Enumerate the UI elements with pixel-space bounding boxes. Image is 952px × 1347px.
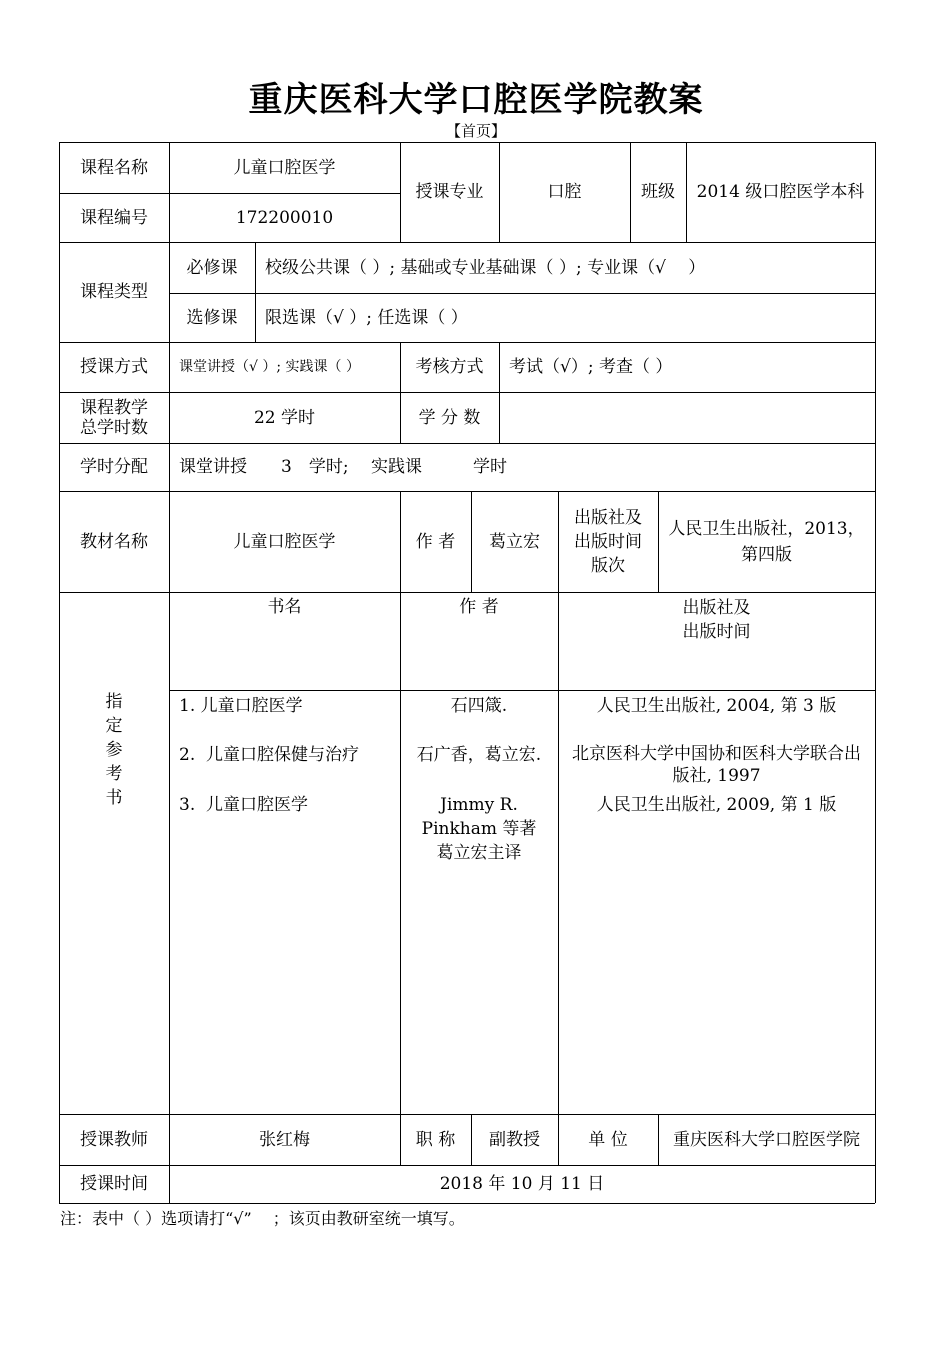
value-teach-time: 2018 年 10 月 11 日 [439,1174,605,1194]
ref-2-name: 2. 儿童口腔保健与治疗 [179,745,360,765]
ref-1-name: 1. 儿童口腔医学 [179,696,303,716]
label-title-rank: 职 称 [415,1129,456,1150]
label-course-type: 课程类型 [80,282,148,302]
value-required-detail: 校级公共课（ ）; 基础或专业基础课（ ）; 专业课（√ ） [265,257,706,278]
ref-3-publisher: 人民卫生出版社, 2009, 第 1 版 [596,795,837,815]
label-teaching-method: 授课方式 [80,357,148,377]
value-textbook: 儿童口腔医学 [233,531,336,552]
value-credits [499,392,875,443]
label-hour-dist: 学时分配 [80,457,148,477]
ref-3-name: 3. 儿童口腔医学 [179,795,309,815]
ref-header-name: 书名 [267,597,302,617]
label-class: 班级 [641,182,675,202]
label-ref-books: 指 定 参 考 书 [105,692,123,808]
document-title: 重庆医科大学口腔医学院教案 [248,80,704,120]
label-major: 授课专业 [415,182,484,202]
ref-1-publisher: 人民卫生出版社, 2004, 第 3 版 [596,696,837,716]
value-elective-detail: 限选课（√ ）; 任选课（ ） [265,307,468,328]
ref-header-author: 作 者 [459,597,499,617]
label-course-name: 课程名称 [80,157,148,178]
label-teacher: 授课教师 [80,1129,148,1150]
label-textbook: 教材名称 [80,531,148,552]
label-total-hours: 课程教学 总学时数 [80,397,148,438]
label-course-code: 课程编号 [80,207,148,228]
value-major: 口腔 [547,182,582,202]
label-unit: 单 位 [588,1129,628,1150]
ref-1-author: 石四箴. [450,696,508,716]
label-elective: 选修课 [186,307,238,328]
value-class: 2014 级口腔医学本科 [696,182,865,202]
value-teaching-method: 课堂讲授（√ ）; 实践课（ ） [179,359,360,375]
ref-header-publisher: 出版社及 出版时间 [682,598,751,642]
ref-2-publisher: 北京医科大学中国协和医科大学联合出版社, 1997 [572,744,861,786]
label-publisher-edition: 出版社及 出版时间 版次 [574,507,642,576]
value-course-code: 172200010 [235,207,334,228]
footnote: 注：表中（ ）选项请打“√” ；该页由教研室统一填写。 [60,1209,465,1228]
label-teach-time: 授课时间 [80,1174,148,1194]
value-total-hours: 22 学时 [253,407,316,428]
label-textbook-author: 作 者 [415,531,456,552]
value-teacher: 张红梅 [259,1129,310,1150]
value-assessment: 考试（√）; 考查（ ） [509,357,673,377]
value-course-name: 儿童口腔医学 [233,157,336,178]
value-textbook-publisher: 人民卫生出版社，2013，第四版 [668,518,865,565]
ref-3-author: Jimmy R. Pinkham 等著 葛立宏主译 [421,795,537,863]
label-assessment: 考核方式 [415,357,484,377]
document-subtitle: 【首页】 [445,122,506,140]
value-unit: 重庆医科大学口腔医学院 [673,1129,860,1150]
value-title-rank: 副教授 [489,1129,540,1150]
value-textbook-author: 葛立宏 [489,531,540,552]
label-credits: 学 分 数 [418,407,481,428]
value-hour-dist: 课堂讲授 3 学时; 实践课 学时 [179,457,507,477]
ref-2-author: 石广香，葛立宏. [416,745,542,765]
label-required: 必修课 [186,257,238,278]
